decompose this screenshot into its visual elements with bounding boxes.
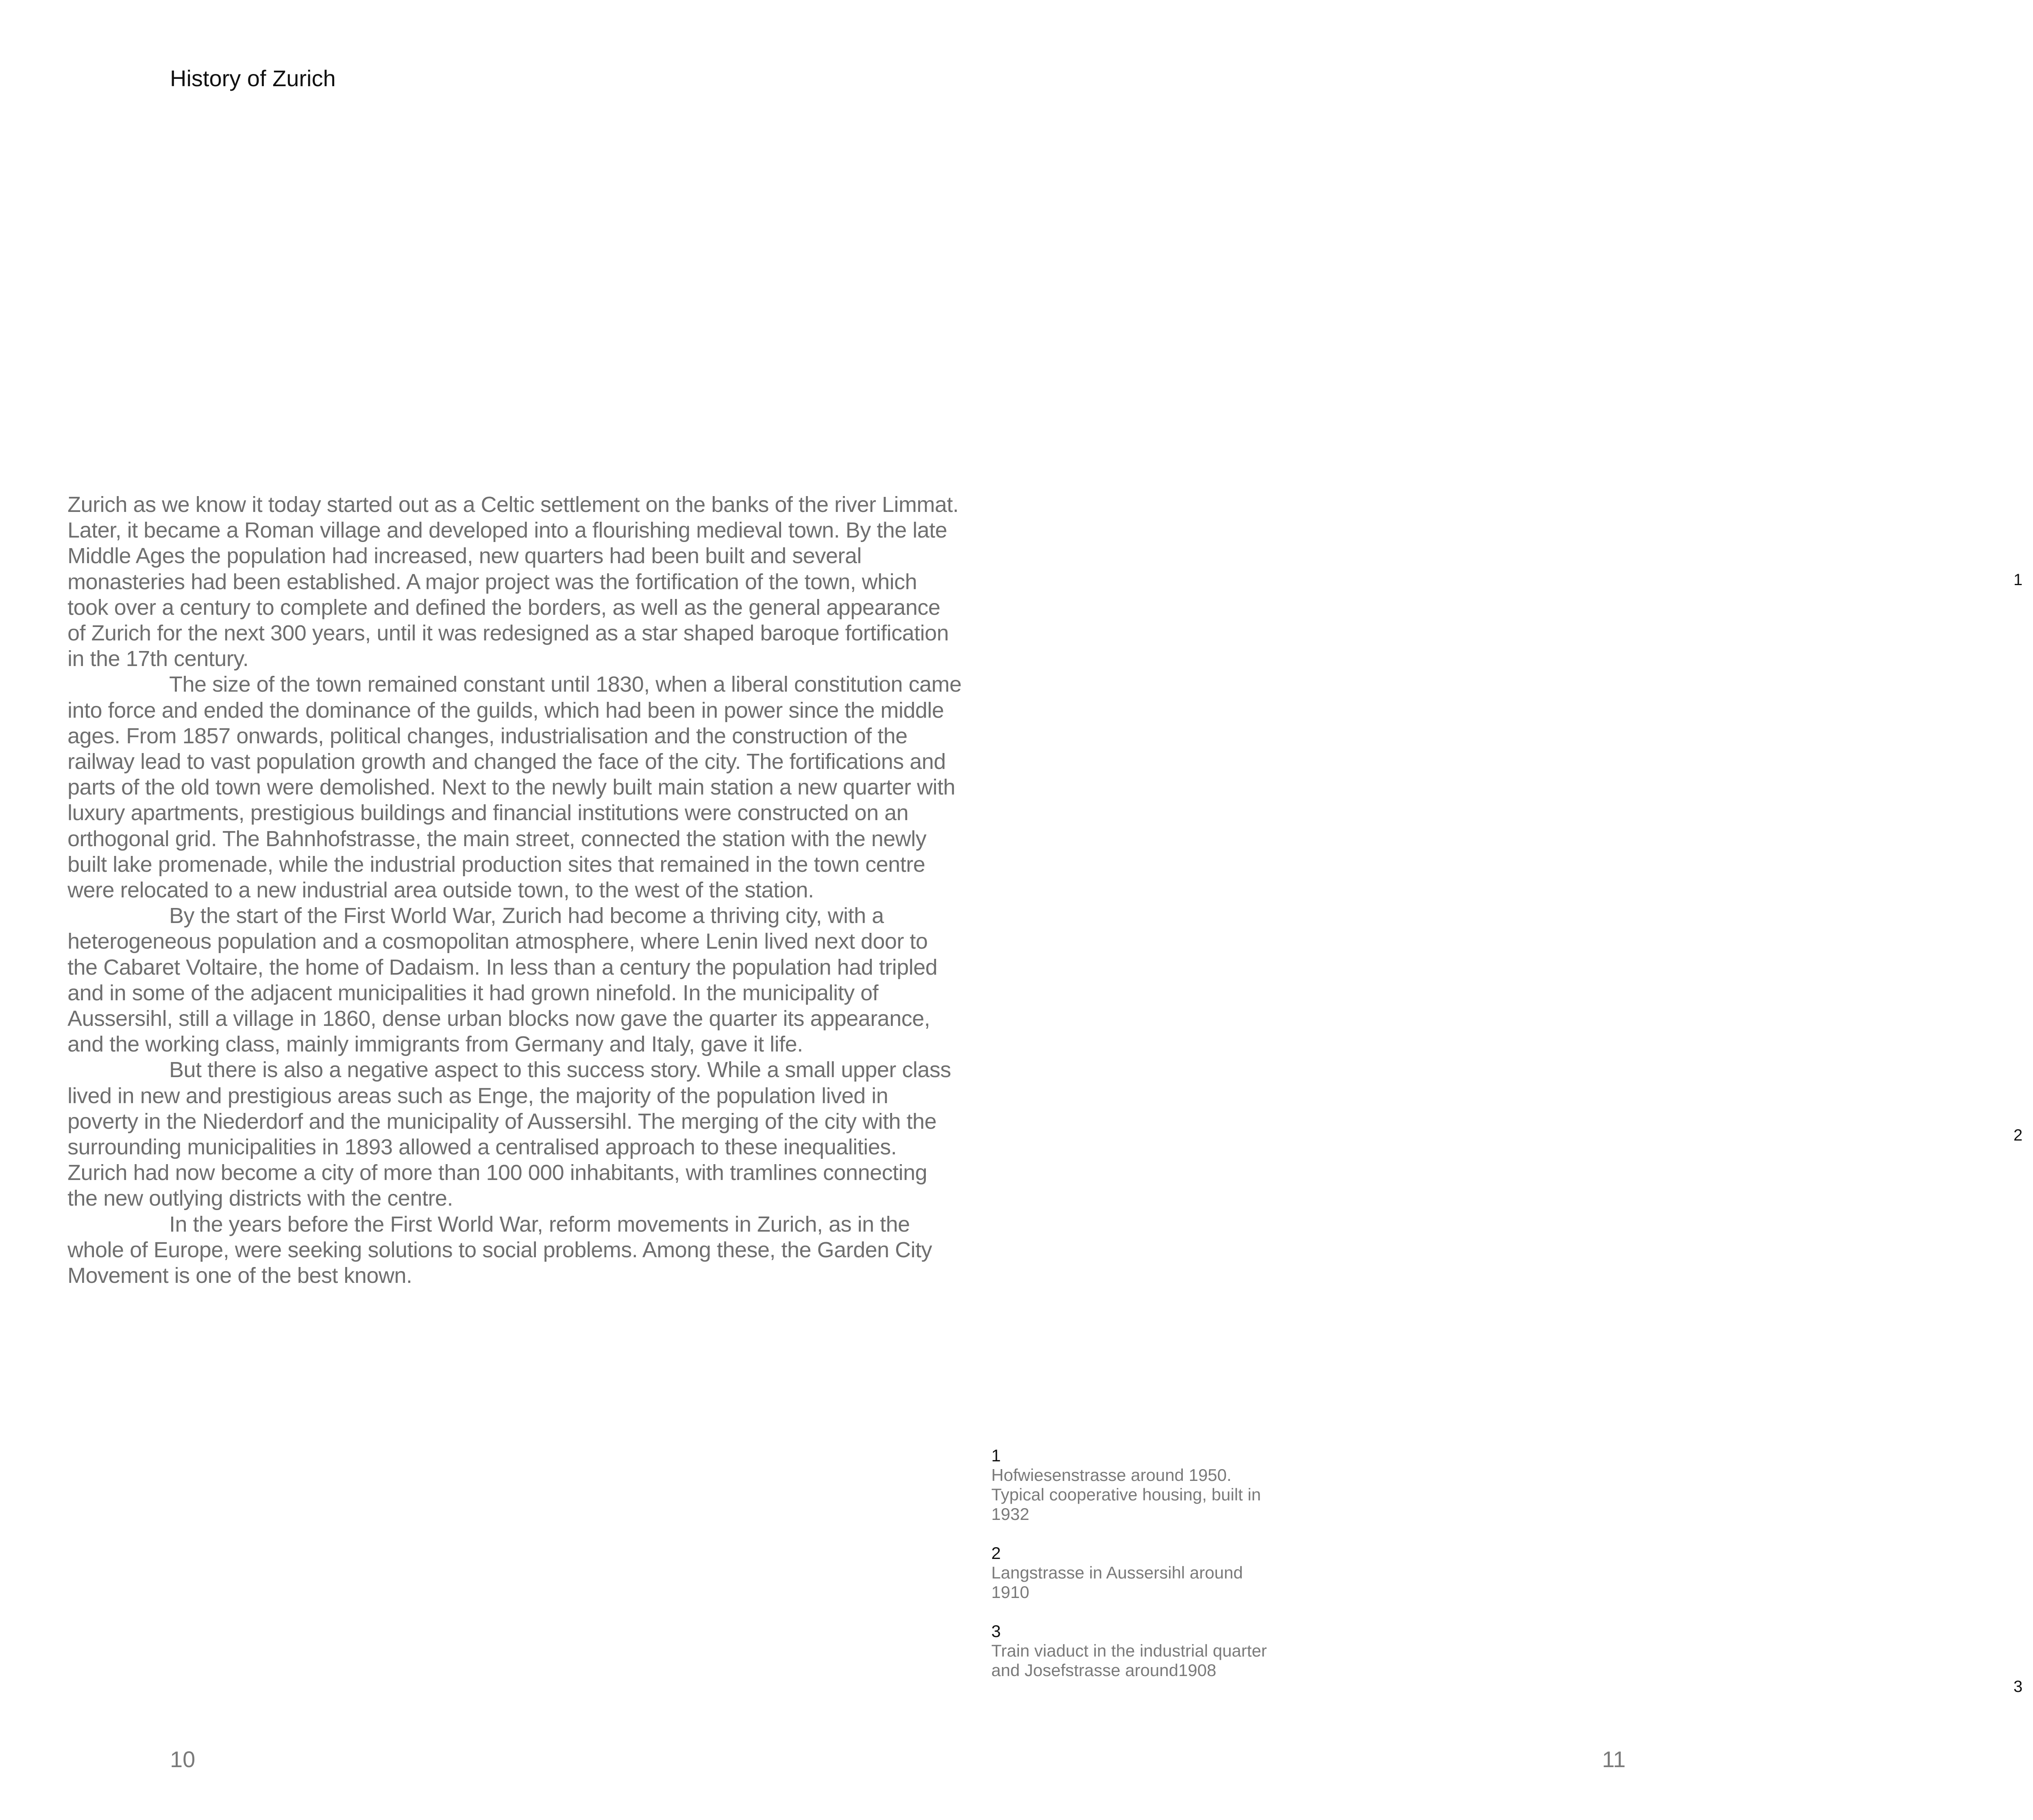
caption-number: 1 <box>991 1446 1001 1465</box>
caption-text: Train viaduct in the industrial quarter and Josefstrasse around1908 <box>991 1641 1267 1680</box>
body-text <box>67 492 962 1289</box>
caption-number: 2 <box>991 1544 1001 1563</box>
paragraph: By the start of the First World War, Zurich had become a thriving city, with a heterogeneous population and a cosmopolitan atmosphere, where Lenin lived next door to the Cabaret Voltaire, the home of Dadaism. In less than a century the population had tripled and in some of the adjacent municipalities it had grown ninefold. In the municipality of Aussersihl, still a village in 1860, dense urban blocks now gave the quarter its appearance, and the working class, mainly immigrants from Germany and Italy, gave it life. <box>67 903 938 1057</box>
caption-2 <box>991 1544 1284 1602</box>
paragraph: In the years before the First World War, reform movements in Zurich, as in the whole of Europe, were seeking solutions to social problems. Among these, the Garden City Movement is one of the best known. <box>67 1212 932 1288</box>
page-number-left: 10 <box>170 1746 196 1772</box>
page-number-right: 11 <box>1602 1746 1626 1772</box>
caption-text: Langstrasse in Aussersihl around 1910 <box>991 1563 1243 1602</box>
photo-number: 1 <box>2013 571 2023 589</box>
page-title: History of Zurich <box>170 65 336 91</box>
caption-text: Hofwiesenstrasse around 1950. Typical cooperative housing, built in 1932 <box>991 1465 1261 1524</box>
captions <box>991 1446 1284 1700</box>
caption-1 <box>991 1446 1284 1524</box>
photo-number: 2 <box>2013 1126 2023 1144</box>
photo-number: 3 <box>2013 1678 2023 1696</box>
caption-3 <box>991 1622 1284 1680</box>
paragraph: But there is also a negative aspect to this success story. While a small upper class lived in new and prestigious areas such as Enge, the majority of the population lived in poverty in the Niederdorf and the municipality of Aussersihl. The merging of the city with the surrounding municipalities in 1893 allowed a centralised approach to these inequalities. Zurich had now become a city of more than 100 000 inhabitants, with tramlines connecting the new outlying districts with the centre. <box>67 1058 951 1211</box>
paragraph: The size of the town remained constant until 1830, when a liberal constitution came into force and ended the dominance of the guilds, which had been in power since the middle ages. From 1857 onwards, political changes, industrialisation and the construction of the railway lead to vast population growth and changed the face of the city. The fortifications and parts of the old town were demolished. Next to the newly built main station a new quarter with luxury apartments, prestigious buildings and financial institutions were constructed on an orthogonal grid. The Bahnhofstrasse, the main street, connected the station with the newly built lake promenade, while the industrial production sites that remained in the town centre were relocated to a new industrial area outside town, to the west of the station. <box>67 672 962 903</box>
paragraph: Zurich as we know it today started out as a Celtic settlement on the banks of the river Limmat. Later, it became a Roman village and developed into a flourishing medieval town. By the late Middle Ages the population had increased, new quarters had been built and several monasteries had been established. A major project was the fortification of the town, which took over a century to complete and defined the borders, as well as the general appearance of Zurich for the next 300 years, until it was redesigned as a star shaped baroque fortification in the 17th century. <box>67 492 959 671</box>
caption-number: 3 <box>991 1622 1001 1641</box>
